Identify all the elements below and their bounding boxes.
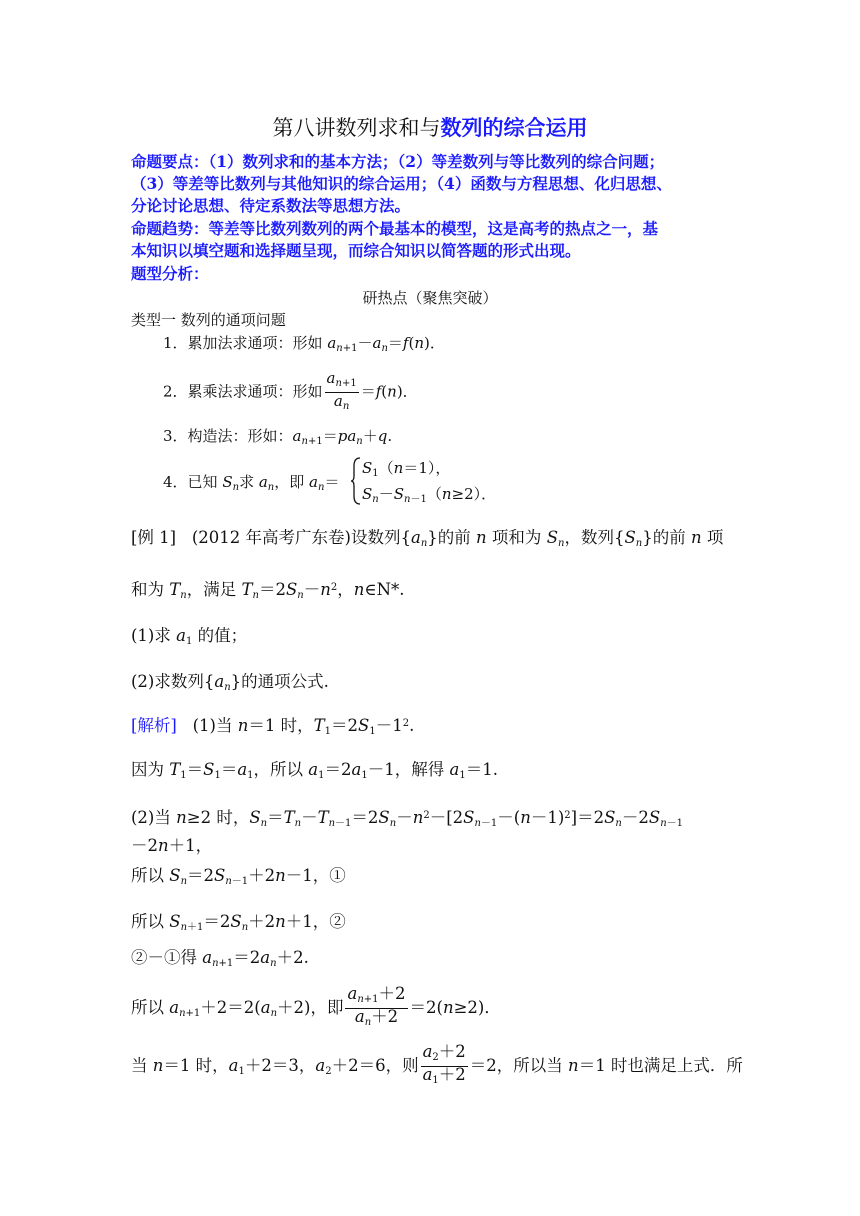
item-4: 4．已知 $S_n$求 $a_n$，即 $a_n=$ bbox=[163, 473, 340, 493]
solution-line-4: －2n＋1， bbox=[131, 836, 213, 855]
solution-line-2: 因为 $T_1=S_1=a_1$，所以 $a_1=2a_1-1$，解得 $a_1=1$. bbox=[131, 760, 498, 781]
solution-line-5: 所以 $S_n=2S_{n-1}+2n-1$，① bbox=[131, 866, 346, 887]
solution-line-6: 所以 $S_{n+1}=2S_n+2n+1$，② bbox=[131, 912, 346, 933]
intro-line-5: 本知识以填空题和选择题呈现，而综合知识以简答题的形式出现。 bbox=[131, 241, 581, 260]
intro-line-2: （3）等差等比数列与其他知识的综合运用；（4）函数与方程思想、化归思想、 bbox=[131, 174, 672, 193]
solution-line-8: 所以 $a_{n+1}+2=2(a_n+2)$，即 $\frac{a_{n+1}+2}{a_n+2}$ ＝2(n≥2)． bbox=[131, 984, 501, 1028]
page-title: 第八讲数列求和与数列的综合运用 bbox=[272, 115, 588, 140]
question-2: (2)求数列$\{a_n\}$的通项公式. bbox=[131, 672, 329, 693]
item-2: 2．累乘法求通项：形如 $\frac{a_{n+1}}{a_n}$ ＝f(n)． bbox=[163, 369, 418, 412]
type-heading: 类型一 数列的通项问题 bbox=[131, 311, 286, 329]
intro-line-1: 命题要点：（1）数列求和的基本方法；（2）等差数列与等比数列的综合问题； bbox=[131, 152, 665, 171]
item-3: 3．构造法：形如：$a_{n+1}=pa_n+q$. bbox=[163, 427, 393, 447]
case-1: $S_1(n=1)$， bbox=[362, 459, 451, 479]
intro-line-3: 分论讨论思想、待定系数法等思想方法。 bbox=[131, 196, 411, 215]
example-line-2: 和为 $T_n$，满足 $T_n=2S_n-n^2$，n∈N*. bbox=[131, 580, 405, 601]
solution-label: [解析] bbox=[131, 716, 177, 735]
case-2: $S_n-S_{n-1}(n\ge 2)$． bbox=[362, 485, 497, 505]
item-1: 1．累加法求通项：形如 $a_{n+1}-a_n=f(n)$． bbox=[163, 334, 445, 354]
solution-line-1: [解析] (1)当 n＝1 时，$T_1=2S_1-1^2$. bbox=[131, 716, 415, 737]
solution-line-9: 当 n＝1 时，$a_1+2=3$，$a_2+2=6$，则 $\frac{a_2+2}{a_1+2}$ ＝2，所以当 n＝1 时也满足上式．所 bbox=[131, 1042, 743, 1086]
section-heading: 研热点（聚焦突破） bbox=[362, 289, 498, 307]
example-line-1: [例 1] (2012 年高考广东卷)设数列$\{a_n\}$的前 n 项和为 $S_n$，数列$\{S_n\}$的前 n 项 bbox=[131, 528, 724, 549]
solution-line-3: (2)当 n≥2 时，$S_n=T_n-T_{n-1}=2S_n-n^2-[2S_{n-1}-(n-1)^2]=2S_n-2S_{n-1}$ bbox=[131, 808, 684, 829]
intro-line-4: 命题趋势：等差等比数列数列的两个最基本的模型，这是高考的热点之一，基 bbox=[131, 219, 659, 238]
question-1: (1)求 $a_1$ 的值； bbox=[131, 626, 248, 647]
brace-icon bbox=[350, 456, 362, 506]
solution-line-7: ②－①得 $a_{n+1}=2a_n+2$. bbox=[131, 948, 309, 969]
intro-line-6: 题型分析： bbox=[131, 264, 209, 283]
